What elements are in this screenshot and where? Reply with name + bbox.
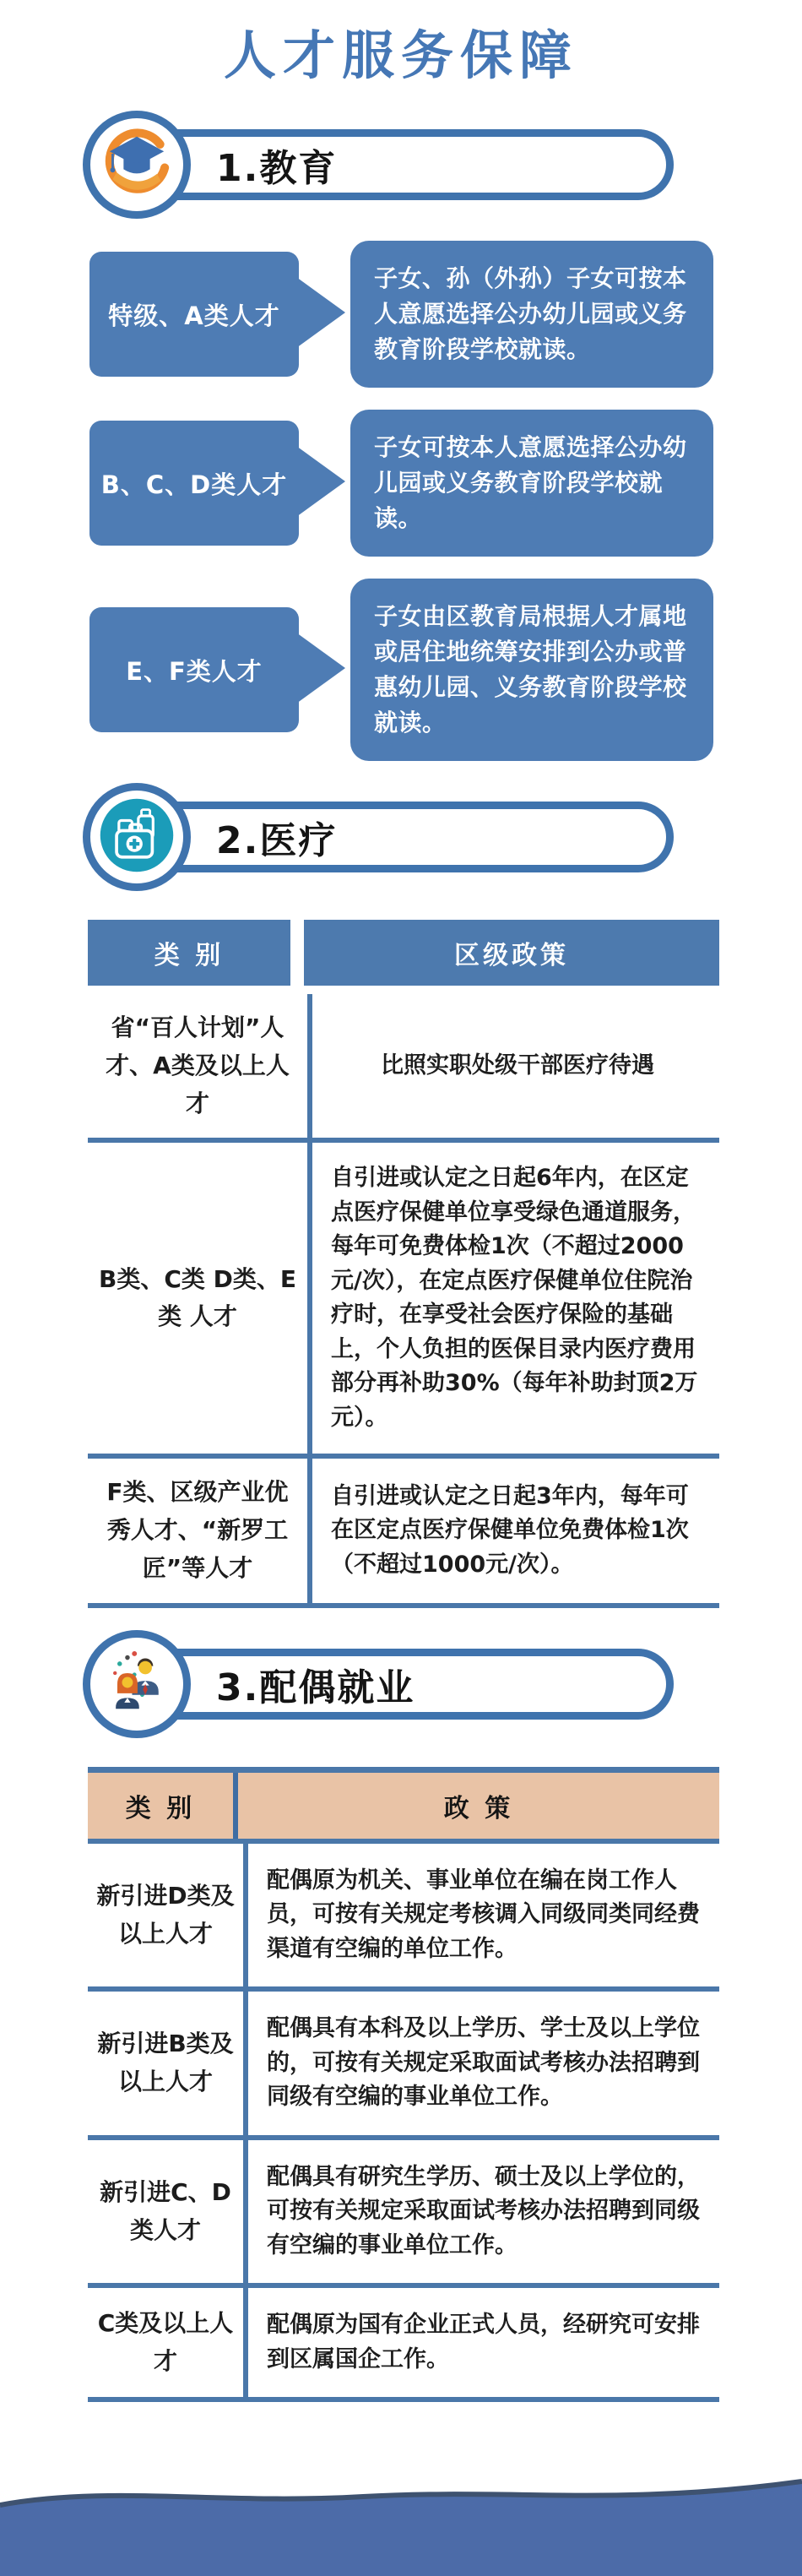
policy-cell: 自引进或认定之日起3年内，每年可在区定点医疗保健单位免费体检1次（不超过1000元/次）。 xyxy=(307,1459,719,1602)
banner-pill xyxy=(133,802,674,872)
header-cell-category: 类 别 xyxy=(125,1793,196,1823)
banner-pill xyxy=(133,129,674,200)
couple-people-icon xyxy=(98,1644,176,1725)
category-cell: B类、C类 D类、E类 人才 xyxy=(98,1264,296,1331)
education-row xyxy=(89,410,802,557)
category-cell: 省“百人计划”人才、A类及以上人才 xyxy=(106,1014,290,1117)
category-box: B、C、D类人才 xyxy=(89,421,299,546)
footer-wave xyxy=(0,2449,802,2576)
policy-cell: 配偶具有研究生学历、硕士及以上学位的，可按有关规定采取面试考核办法招聘到同级有空编的事业单位工作。 xyxy=(243,2140,719,2284)
medical-table-header xyxy=(88,920,719,986)
education-row xyxy=(89,241,802,388)
category-cell: 新引进C、D类人才 xyxy=(100,2177,231,2244)
table-row xyxy=(88,2283,719,2397)
policy-cell: 比照实职处级干部医疗待遇 xyxy=(307,994,719,1138)
education-row xyxy=(89,579,802,761)
table-row xyxy=(88,1839,719,1987)
policy-box: 子女可按本人意愿选择公办幼儿园或义务教育阶段学校就读。 xyxy=(350,410,713,557)
section-title-education: 1.教育 xyxy=(216,147,338,190)
policy-cell: 配偶原为机关、事业单位在编在岗工作人员，可按有关规定考核调入同级同类同经费渠道有空编的单位工作。 xyxy=(243,1844,719,1987)
header-divider xyxy=(290,920,304,986)
category-cell: C类及以上人才 xyxy=(97,2308,234,2375)
banner-icon-circle xyxy=(83,111,191,219)
header-cell-policy: 政 策 xyxy=(233,1773,719,1839)
graduation-cap-hand-icon xyxy=(98,124,176,205)
policy-cell: 自引进或认定之日起6年内，在区定点医疗保健单位享受绿色通道服务，每年可免费体检1次（不超过2000元/次），在定点医疗保健单位住院治疗时，在享受社会医疗保险的基础上，个人负担的医保目录内医疗费用部分再补助30%（每年补助封顶2万元）。 xyxy=(307,1143,719,1454)
policy-box: 子女、孙（外孙）子女可按本人意愿选择公办幼儿园或义务教育阶段学校就读。 xyxy=(350,241,713,388)
section-banner-medical xyxy=(83,783,802,891)
table-row xyxy=(88,1138,719,1454)
page-title: 人才服务保障 xyxy=(223,24,578,86)
section-banner-education xyxy=(83,111,802,219)
category-cell: F类、区级产业优秀人才、“新罗工匠”等人才 xyxy=(106,1478,289,1582)
arrow-right-icon xyxy=(296,269,345,360)
medical-table-body xyxy=(88,994,719,1608)
banner-icon-circle xyxy=(83,1630,191,1738)
section-title-medical: 2.医疗 xyxy=(216,819,338,862)
category-box: 特级、A类人才 xyxy=(89,252,299,377)
banner-icon-circle xyxy=(83,783,191,891)
header-cell-category: 类 别 xyxy=(88,920,290,986)
medical-table xyxy=(88,920,719,1608)
category-cell: 新引进B类及以上人才 xyxy=(97,2030,234,2096)
table-row xyxy=(88,2135,719,2284)
policy-cell: 配偶原为国有企业正式人员，经研究可安排到区属国企工作。 xyxy=(243,2288,719,2397)
policy-cell: 配偶具有本科及以上学历、学士及以上学位的，可按有关规定采取面试考核办法招聘到同级有空编的事业单位工作。 xyxy=(243,1992,719,2135)
table-row xyxy=(88,1454,719,1602)
section-title-spouse: 3.配偶就业 xyxy=(216,1666,415,1709)
category-box: E、F类人才 xyxy=(89,607,299,732)
header-cell-policy: 区级政策 xyxy=(304,920,719,986)
spouse-table xyxy=(88,1767,719,2403)
spouse-table-header xyxy=(88,1773,719,1839)
first-aid-kit-icon xyxy=(98,796,176,878)
category-cell: 新引进D类及以上人才 xyxy=(96,1881,235,1948)
table-row xyxy=(88,1986,719,2135)
arrow-right-icon xyxy=(296,437,345,529)
arrow-right-icon xyxy=(296,624,345,715)
table-row xyxy=(88,994,719,1138)
section-banner-spouse xyxy=(83,1630,802,1738)
policy-box: 子女由区教育局根据人才属地或居住地统筹安排到公办或普惠幼儿园、义务教育阶段学校就读。 xyxy=(350,579,713,761)
